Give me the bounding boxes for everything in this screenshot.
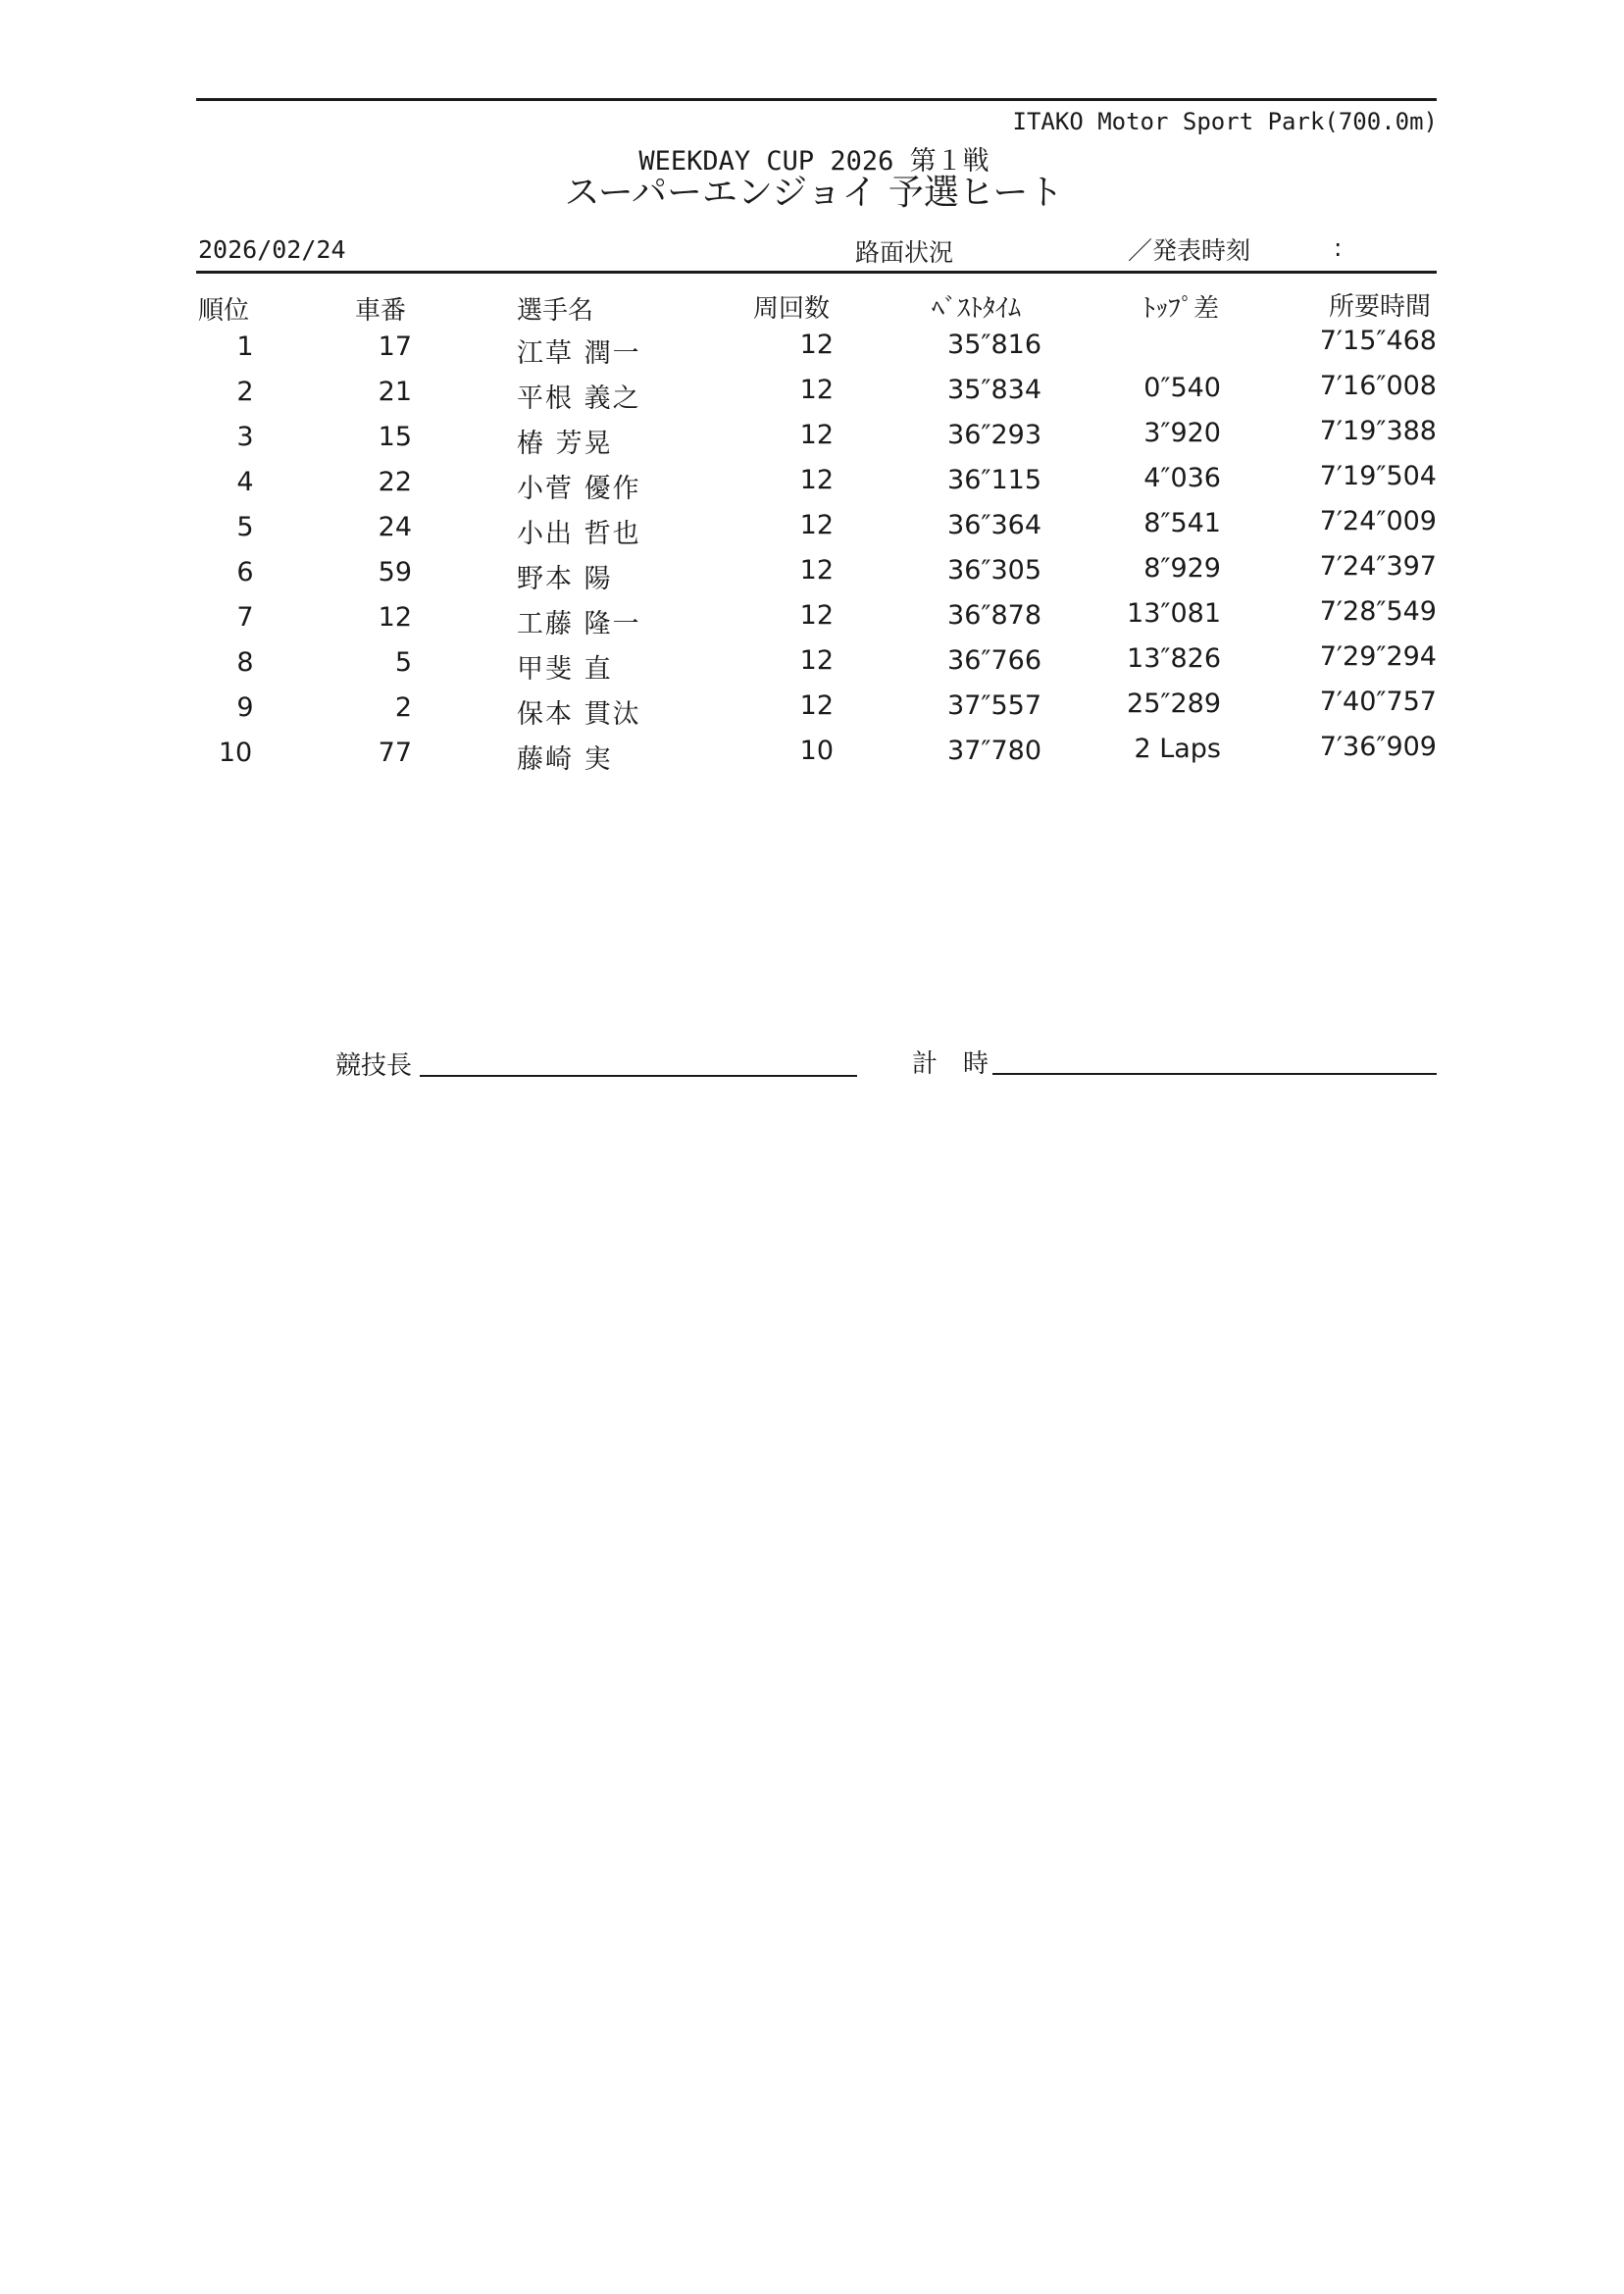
cell-best: 36″878	[947, 600, 1041, 631]
cell-driver: 野本 陽	[517, 564, 613, 594]
announce-time-label: ／発表時刻	[1128, 236, 1251, 265]
cell-total: 7′28″549	[1319, 596, 1437, 627]
cell-car: 12	[378, 602, 412, 633]
cell-laps: 12	[799, 330, 834, 360]
cell-laps: 10	[799, 736, 834, 766]
cell-laps: 12	[799, 420, 834, 450]
col-header-laps: 周回数	[753, 294, 831, 324]
cell-best: 37″557	[947, 690, 1041, 721]
cell-laps: 12	[799, 645, 834, 676]
cell-pos: 4	[236, 467, 254, 497]
cell-car: 17	[378, 331, 412, 362]
cell-laps: 12	[799, 510, 834, 540]
cell-total: 7′36″909	[1319, 732, 1437, 762]
cell-driver: 江草 潤一	[517, 338, 641, 369]
cell-gap: 13″081	[1127, 598, 1221, 629]
cell-gap: 8″929	[1143, 553, 1221, 584]
cell-total: 7′24″009	[1319, 506, 1437, 536]
event-name: WEEKDAY CUP 2026 第１戦	[638, 146, 990, 177]
cell-gap: 13″826	[1127, 643, 1221, 674]
cell-laps: 12	[799, 600, 834, 631]
cell-total: 7′19″388	[1319, 416, 1437, 446]
cell-car: 22	[378, 467, 412, 497]
col-header-pos: 順位	[198, 296, 250, 326]
col-header-driver: 選手名	[517, 296, 594, 326]
cell-driver: 椿 芳晃	[517, 429, 613, 459]
cell-gap: 2 Laps	[1134, 734, 1221, 764]
col-header-car: 車番	[355, 296, 407, 326]
cell-pos: 7	[236, 602, 254, 633]
date-label: 2026/02/24	[198, 235, 346, 264]
timing-label: 計 時	[912, 1049, 990, 1079]
cell-pos: 8	[236, 647, 254, 678]
cell-car: 24	[378, 512, 412, 542]
cell-driver: 平根 義之	[517, 383, 641, 414]
cell-total: 7′15″468	[1319, 326, 1437, 356]
cell-best: 36″115	[947, 465, 1041, 495]
cell-best: 35″834	[947, 375, 1041, 405]
cell-best: 36″293	[947, 420, 1041, 450]
col-header-best: ﾍﾞｽﾄﾀｲﾑ	[932, 294, 1022, 324]
cell-best: 36″305	[947, 555, 1041, 586]
cell-pos: 9	[236, 692, 254, 723]
cell-driver: 保本 貫汰	[517, 699, 641, 730]
top-rule	[196, 98, 1437, 101]
clerk-signature-line	[420, 1075, 857, 1077]
cell-driver: 小出 哲也	[517, 519, 641, 549]
cell-pos: 1	[236, 331, 254, 362]
cell-total: 7′19″504	[1319, 461, 1437, 491]
cell-driver: 小菅 優作	[517, 474, 641, 504]
cell-laps: 12	[799, 690, 834, 721]
cell-total: 7′29″294	[1319, 641, 1437, 672]
cell-driver: 藤崎 実	[517, 744, 613, 775]
cell-pos: 5	[236, 512, 254, 542]
announce-time-value: :	[1334, 233, 1343, 262]
cell-pos: 2	[236, 377, 254, 407]
clerk-of-course-label: 競技長	[335, 1051, 413, 1081]
cell-total: 7′40″757	[1319, 687, 1437, 717]
cell-best: 36″364	[947, 510, 1041, 540]
cell-driver: 工藤 隆一	[517, 609, 641, 639]
cell-best: 35″816	[947, 330, 1041, 360]
cell-gap: 3″920	[1143, 418, 1221, 448]
cell-pos: 6	[236, 557, 254, 587]
col-header-total: 所要時間	[1329, 292, 1432, 322]
cell-laps: 12	[799, 465, 834, 495]
timing-signature-line	[992, 1073, 1437, 1075]
cell-car: 15	[378, 422, 412, 452]
cell-car: 59	[378, 557, 412, 587]
cell-pos: 10	[218, 738, 253, 768]
cell-pos: 3	[236, 422, 254, 452]
cell-total: 7′24″397	[1319, 551, 1437, 582]
page-title: スーパーエンジョイ 予選ヒート	[564, 173, 1064, 213]
cell-gap: 0″540	[1143, 373, 1221, 403]
cell-laps: 12	[799, 375, 834, 405]
cell-car: 77	[378, 738, 412, 768]
cell-total: 7′16″008	[1319, 371, 1437, 401]
col-header-gap: ﾄｯﾌﾟ差	[1142, 294, 1220, 324]
venue-label: ITAKO Motor Sport Park(700.0m)	[1012, 108, 1438, 135]
cell-car: 5	[394, 647, 412, 678]
cell-car: 21	[378, 377, 412, 407]
cell-gap: 4″036	[1143, 463, 1221, 493]
cell-gap: 25″289	[1127, 688, 1221, 719]
cell-laps: 12	[799, 555, 834, 586]
cell-driver: 甲斐 直	[517, 654, 613, 685]
cell-best: 37″780	[947, 736, 1041, 766]
road-condition-label: 路面状況	[855, 238, 954, 267]
cell-car: 2	[394, 692, 412, 723]
cell-best: 36″766	[947, 645, 1041, 676]
cell-gap: 8″541	[1143, 508, 1221, 538]
header-rule	[196, 271, 1437, 274]
